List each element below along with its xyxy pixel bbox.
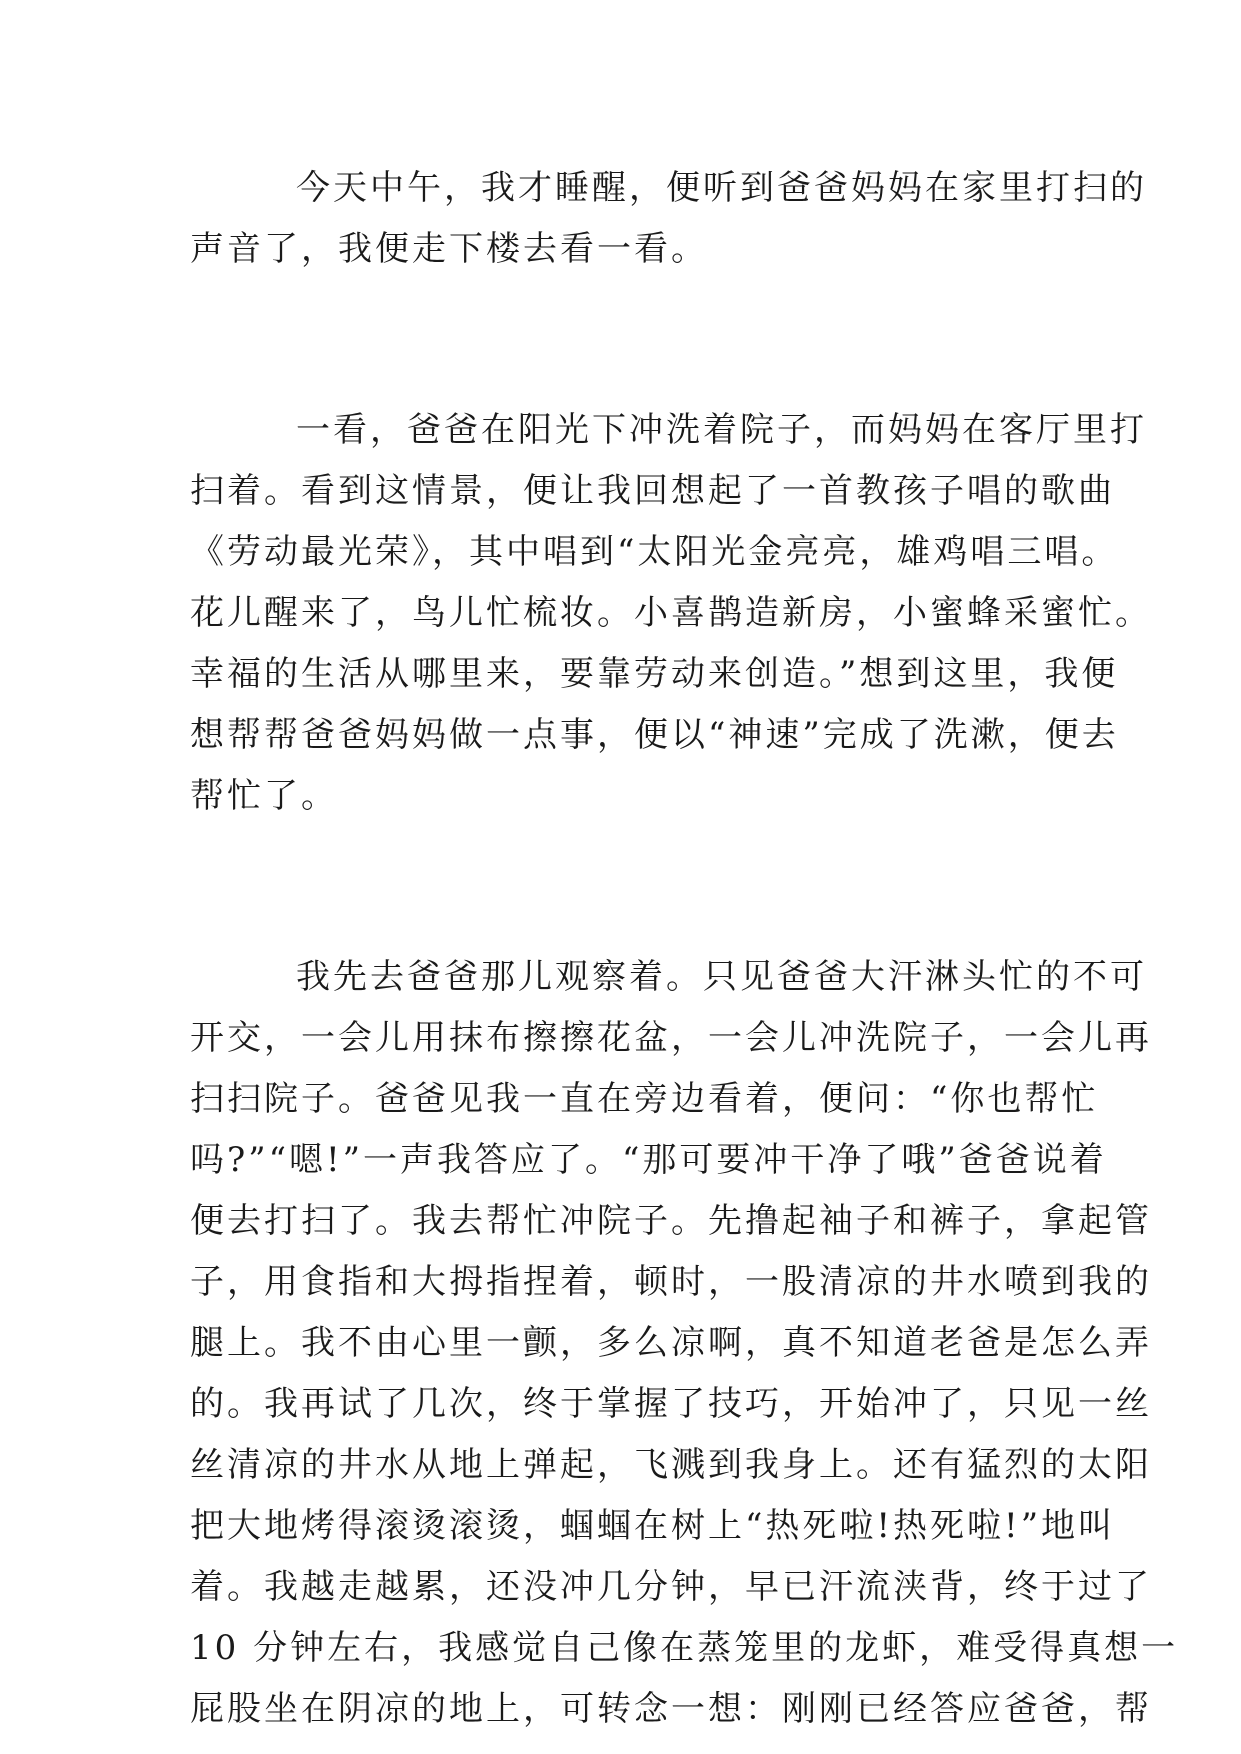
- paragraph-2: [190, 400, 1152, 827]
- text-line: 扫着。看到这情景，便让我回想起了一首教孩子唱的歌曲: [190, 471, 1115, 511]
- text-line: 吗?”“嗯!”一声我答应了。“那可要冲干净了哦”爸爸说着: [190, 1140, 1107, 1180]
- text-line: 《劳动最光荣》，其中唱到“太阳光金亮亮，雄鸡唱三唱。: [190, 532, 1119, 572]
- text-line: 花儿醒来了，鸟儿忙梳妆。小喜鹊造新房，小蜜蜂采蜜忙。: [190, 593, 1152, 633]
- text-line: 扫扫院子。爸爸见我一直在旁边看着，便问：“你也帮忙: [190, 1079, 1099, 1119]
- essay-body: [190, 158, 1179, 1740]
- text-line: 子，用食指和大拇指捏着，顿时，一股清凉的井水喷到我的: [190, 1262, 1152, 1302]
- paragraph-gap: [190, 827, 1060, 947]
- text-line: 便去打扫了。我去帮忙冲院子。先撸起袖子和裤子，拿起管: [190, 1201, 1152, 1241]
- text-line: 腿上。我不由心里一颤，多么凉啊，真不知道老爸是怎么弄: [190, 1323, 1152, 1363]
- paragraph-1: [190, 158, 1147, 280]
- text-line: 想帮帮爸爸妈妈做一点事，便以“神速”完成了洗漱，便去: [190, 715, 1119, 755]
- text-line: 着。我越走越累，还没冲几分钟，早已汗流浃背，终于过了: [190, 1567, 1152, 1607]
- text-line: 开交，一会儿用抹布擦擦花盆，一会儿冲洗院子，一会儿再: [190, 1018, 1152, 1058]
- paragraph-gap: [190, 280, 1060, 400]
- text-line: 10 分钟左右，我感觉自己像在蒸笼里的龙虾，难受得真想一: [190, 1628, 1179, 1668]
- text-line: 声音了，我便走下楼去看一看。: [190, 229, 708, 269]
- text-line: 把大地烤得滚烫滚烫，蝈蝈在树上“热死啦!热死啦!”地叫: [190, 1506, 1116, 1546]
- text-line: 幸福的生活从哪里来，要靠劳动来创造。”想到这里，我便: [190, 654, 1119, 694]
- text-line: 一看，爸爸在阳光下冲洗着院子，而妈妈在客厅里打: [296, 410, 1147, 450]
- text-line: 的。我再试了几次，终于掌握了技巧，开始冲了，只见一丝: [190, 1384, 1152, 1424]
- text-line: 今天中午，我才睡醒，便听到爸爸妈妈在家里打扫的: [296, 168, 1147, 208]
- text-line: 我先去爸爸那儿观察着。只见爸爸大汗淋头忙的不可: [296, 957, 1147, 997]
- text-line: 帮忙了。: [190, 776, 338, 816]
- text-line: 丝清凉的井水从地上弹起，飞溅到我身上。还有猛烈的太阳: [190, 1445, 1152, 1485]
- text-line: 屁股坐在阴凉的地上，可转念一想：刚刚已经答应爸爸，帮: [190, 1689, 1152, 1729]
- paragraph-3: [190, 947, 1179, 1740]
